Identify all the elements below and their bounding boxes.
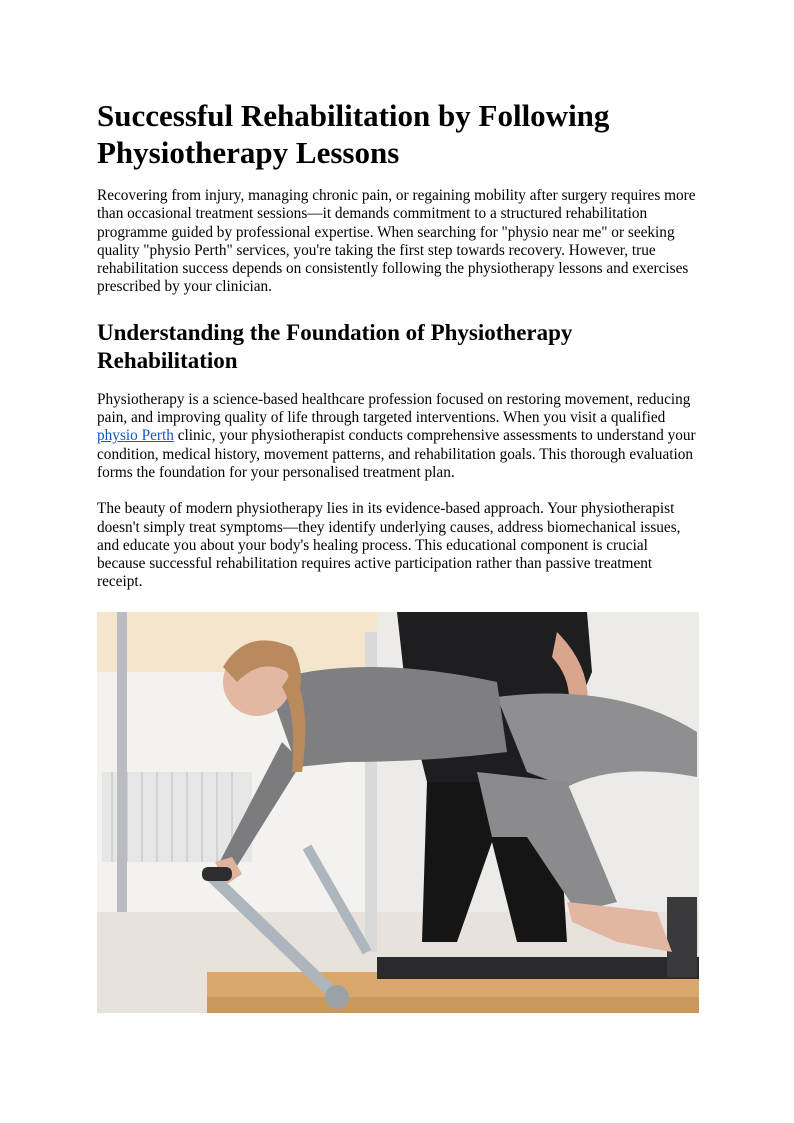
paragraph-text-before-link: Physiotherapy is a science-based healthcare profession focused on restoring movement, reducing pain, and improving quality of life through targeted interventions. When you visit a qualified [97,390,691,427]
section-paragraph-2: The beauty of modern physiotherapy lies in its evidence-based approach. Your physiotherapist doesn't simply treat symptoms—they identify underlying causes, address biomechanical issues, and educate you about your body's healing process. This educational component is crucial because successful rehabilitation requires active participation rather than passive treatment receipt. [97,500,681,591]
document-page [97,97,699,610]
section-paragraph-1 [97,391,699,482]
physio-perth-link[interactable]: physio Perth [97,427,174,445]
paragraph-text-after-link: clinic, your physiotherapist conducts comprehensive assessments to understand your condition, medical history, movement patterns, and rehabilitation goals. This thorough evaluation forms the foundation for your personalised treatment plan. [97,427,696,481]
article-title: Successful Rehabilitation by Following Physiotherapy Lessons [97,98,610,170]
photo-illustration [97,612,699,1013]
section-heading: Understanding the Foundation of Physiotherapy Rehabilitation [97,319,573,373]
pilates-rehabilitation-photo [97,612,699,1013]
intro-paragraph: Recovering from injury, managing chronic pain, or regaining mobility after surgery requires more than occasional treatment sessions—it demands commitment to a structured rehabilitation programme guided by professional expertise. When searching for "physio near me" or seeking quality "physio Perth" services, you're taking the first step towards recovery. However, true rehabilitation success depends on consistently following the physiotherapy lessons and exercises prescribed by your clinician. [97,187,696,296]
